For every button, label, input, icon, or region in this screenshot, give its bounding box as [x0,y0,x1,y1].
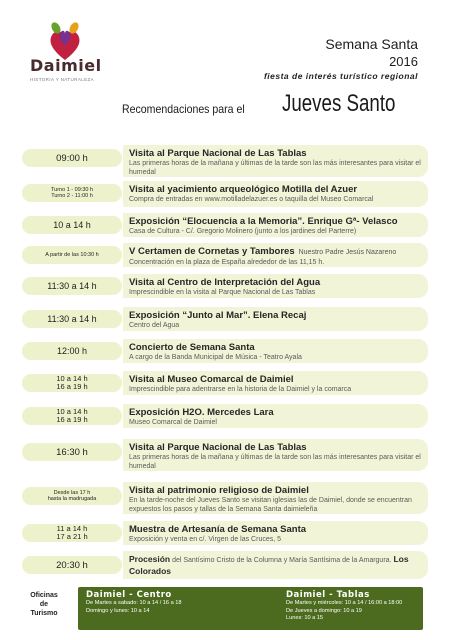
event-title: Visita al Parque Nacional de Las Tablas [129,442,307,453]
event-time [22,374,122,392]
time-line: 12:00 h [56,345,88,356]
event-title: Exposición “Elocuencia a la Memoria”. Enrique Gª- Velasco [129,216,398,227]
office-hours-line: Domingo y lunes: 10 a 14 [86,607,150,614]
event-card [123,482,428,514]
time-line: Turno 2 - 11:00 h [51,193,93,199]
offices-label-line: Turismo [30,610,58,617]
time-line: 11:30 a 14 h [47,280,97,291]
tourism-offices-footer [30,587,423,630]
event-card [123,404,428,428]
event-subtitle: fiesta de interés turístico regional [263,71,418,81]
event-time [22,216,122,234]
logo-tagline: HISTORIA Y NATURALEZA [30,77,95,82]
event-card [123,551,428,579]
event-title: Visita al Parque Nacional de Las Tablas [129,148,307,159]
office-centro-title: Daimiel - Centro [86,590,172,600]
time-line: 10 a 14 h [53,219,91,230]
event-inline-desc: del Santísimo Cristo de la Columna y María Santísima de la Amargura. [172,557,392,564]
time-line: hasta la madrugada [47,496,97,502]
event-description: A cargo de la Banda Municipal de Música - Teatro Ayala [129,354,302,361]
event-time [22,277,122,295]
event-emphasis: Los Colorados [129,554,409,576]
office-centro [86,590,181,615]
event-description: Imprescindible para adentrarse en la historia de la Daimiel y la comarca [129,386,352,393]
event-description: Centro del Agua [129,322,180,329]
event-card [123,521,428,545]
event-title: Semana Santa [325,36,418,52]
event-card [123,439,428,471]
time-line: 11:30 a 14 h [47,313,97,324]
office-tablas [286,590,402,623]
office-hours-line: De Martes a sabado: 10 a 14 / 16 a 18 [86,600,182,606]
event-description: Compra de entradas en www.motilladelazuer.es o taquilla del Museo Comarcal [129,196,374,203]
event-time [22,443,122,461]
time-line: 20:30 h [56,559,88,571]
recommendations-heading [122,90,396,118]
event-time [22,556,122,574]
office-hours-line: De Martes y miércoles: 10 a 14 / 16:00 a 18:00 [286,600,403,606]
offices-label-line: Oficinas [30,592,58,599]
event-title: Visita al Museo Comarcal de Daimiel [129,374,294,385]
time-line: 10 a 14 h [56,407,88,416]
event-time [22,149,122,167]
event-title: Concierto de Semana Santa [129,342,255,353]
logo-name: Daimiel [30,56,102,75]
event-description: Imprescindible en la visita al Parque Nacional de Las Tablas [129,289,316,296]
event-card [123,243,428,267]
time-line: 09:00 h [56,152,88,164]
daimiel-logo [18,20,128,90]
event-time [22,342,122,360]
office-hours-line: De Jueves a domingo: 10 a 19 [286,607,362,614]
time-line: A partir de las 10:30 h [45,252,99,258]
event-description [129,554,422,578]
event-title: Visita al yacimiento arqueológico Motilla del Azuer [129,184,358,195]
event-title-text: V Certamen de Cornetas y Tambores [129,246,295,257]
event-description: Las primeras horas de la mañana y últimas de la tarde son las más interesantes para visitar el humedal [129,454,421,470]
event-description: Casa de Cultura - C/. Gregorio Molinero (junto a los jardines del Parterre) [129,228,357,235]
time-line: Desde las 17 h [53,490,91,496]
event-note: Nuestro Padre Jesús Nazareno [298,249,397,256]
time-line: 11 a 14 h [56,524,88,533]
event-time [22,246,122,264]
event-title: Exposición H2O. Mercedes Lara [129,407,274,418]
event-description: En la tarde-noche del Jueves Santo se visitan iglesias las de Daimiel, donde se encuentran expuestos los pasos y tallas de la Semana Santa daimieleña [129,497,412,513]
recommendations-day: Jueves Santo [282,90,396,117]
event-title: Visita al Centro de Interpretación del Agua [129,277,321,288]
event-card [123,371,428,395]
office-hours-line: Lunes: 10 a 15 [286,615,324,621]
event-year: 2016 [389,54,418,69]
time-line: 16:30 h [56,446,88,458]
event-title: Visita al patrimonio religioso de Daimiel [129,485,309,496]
offices-label [12,591,76,618]
event-card [123,307,428,331]
time-line: 17 a 21 h [56,532,88,541]
event-time [22,184,122,202]
event-title: Procesión [129,554,171,564]
event-time [22,310,122,328]
time-line: 16 a 19 h [56,382,88,391]
event-title: Muestra de Artesanía de Semana Santa [129,524,307,535]
time-line: Turno 1 - 09:30 h [51,187,93,193]
event-description: Museo Comarcal de Daimiel [129,419,217,426]
event-time [22,524,122,542]
event-description: Las primeras horas de la mañana y últimas de la tarde son las más interesantes para visitar el humedal [129,160,421,176]
time-line: 10 a 14 h [56,374,88,383]
event-time [22,487,122,505]
event-card [123,145,428,177]
event-description: Exposición y venta en c/. Virgen de las Cruces, 5 [129,536,282,543]
event-time [22,407,122,425]
event-description: Concentración en la plaza de España alrededor de las 11,15 h. [129,259,325,266]
event-title: Exposición “Junto al Mar”. Elena Recaj [129,310,307,321]
event-card [123,274,428,298]
recommendations-lead: Recomendaciones para el [122,102,245,116]
event-title [129,246,422,259]
offices-label-line: de [39,601,49,608]
event-card [123,213,428,237]
event-card [123,181,428,207]
time-line: 16 a 19 h [56,415,88,424]
event-card [123,339,428,363]
office-tablas-title: Daimiel - Tablas [286,590,370,600]
